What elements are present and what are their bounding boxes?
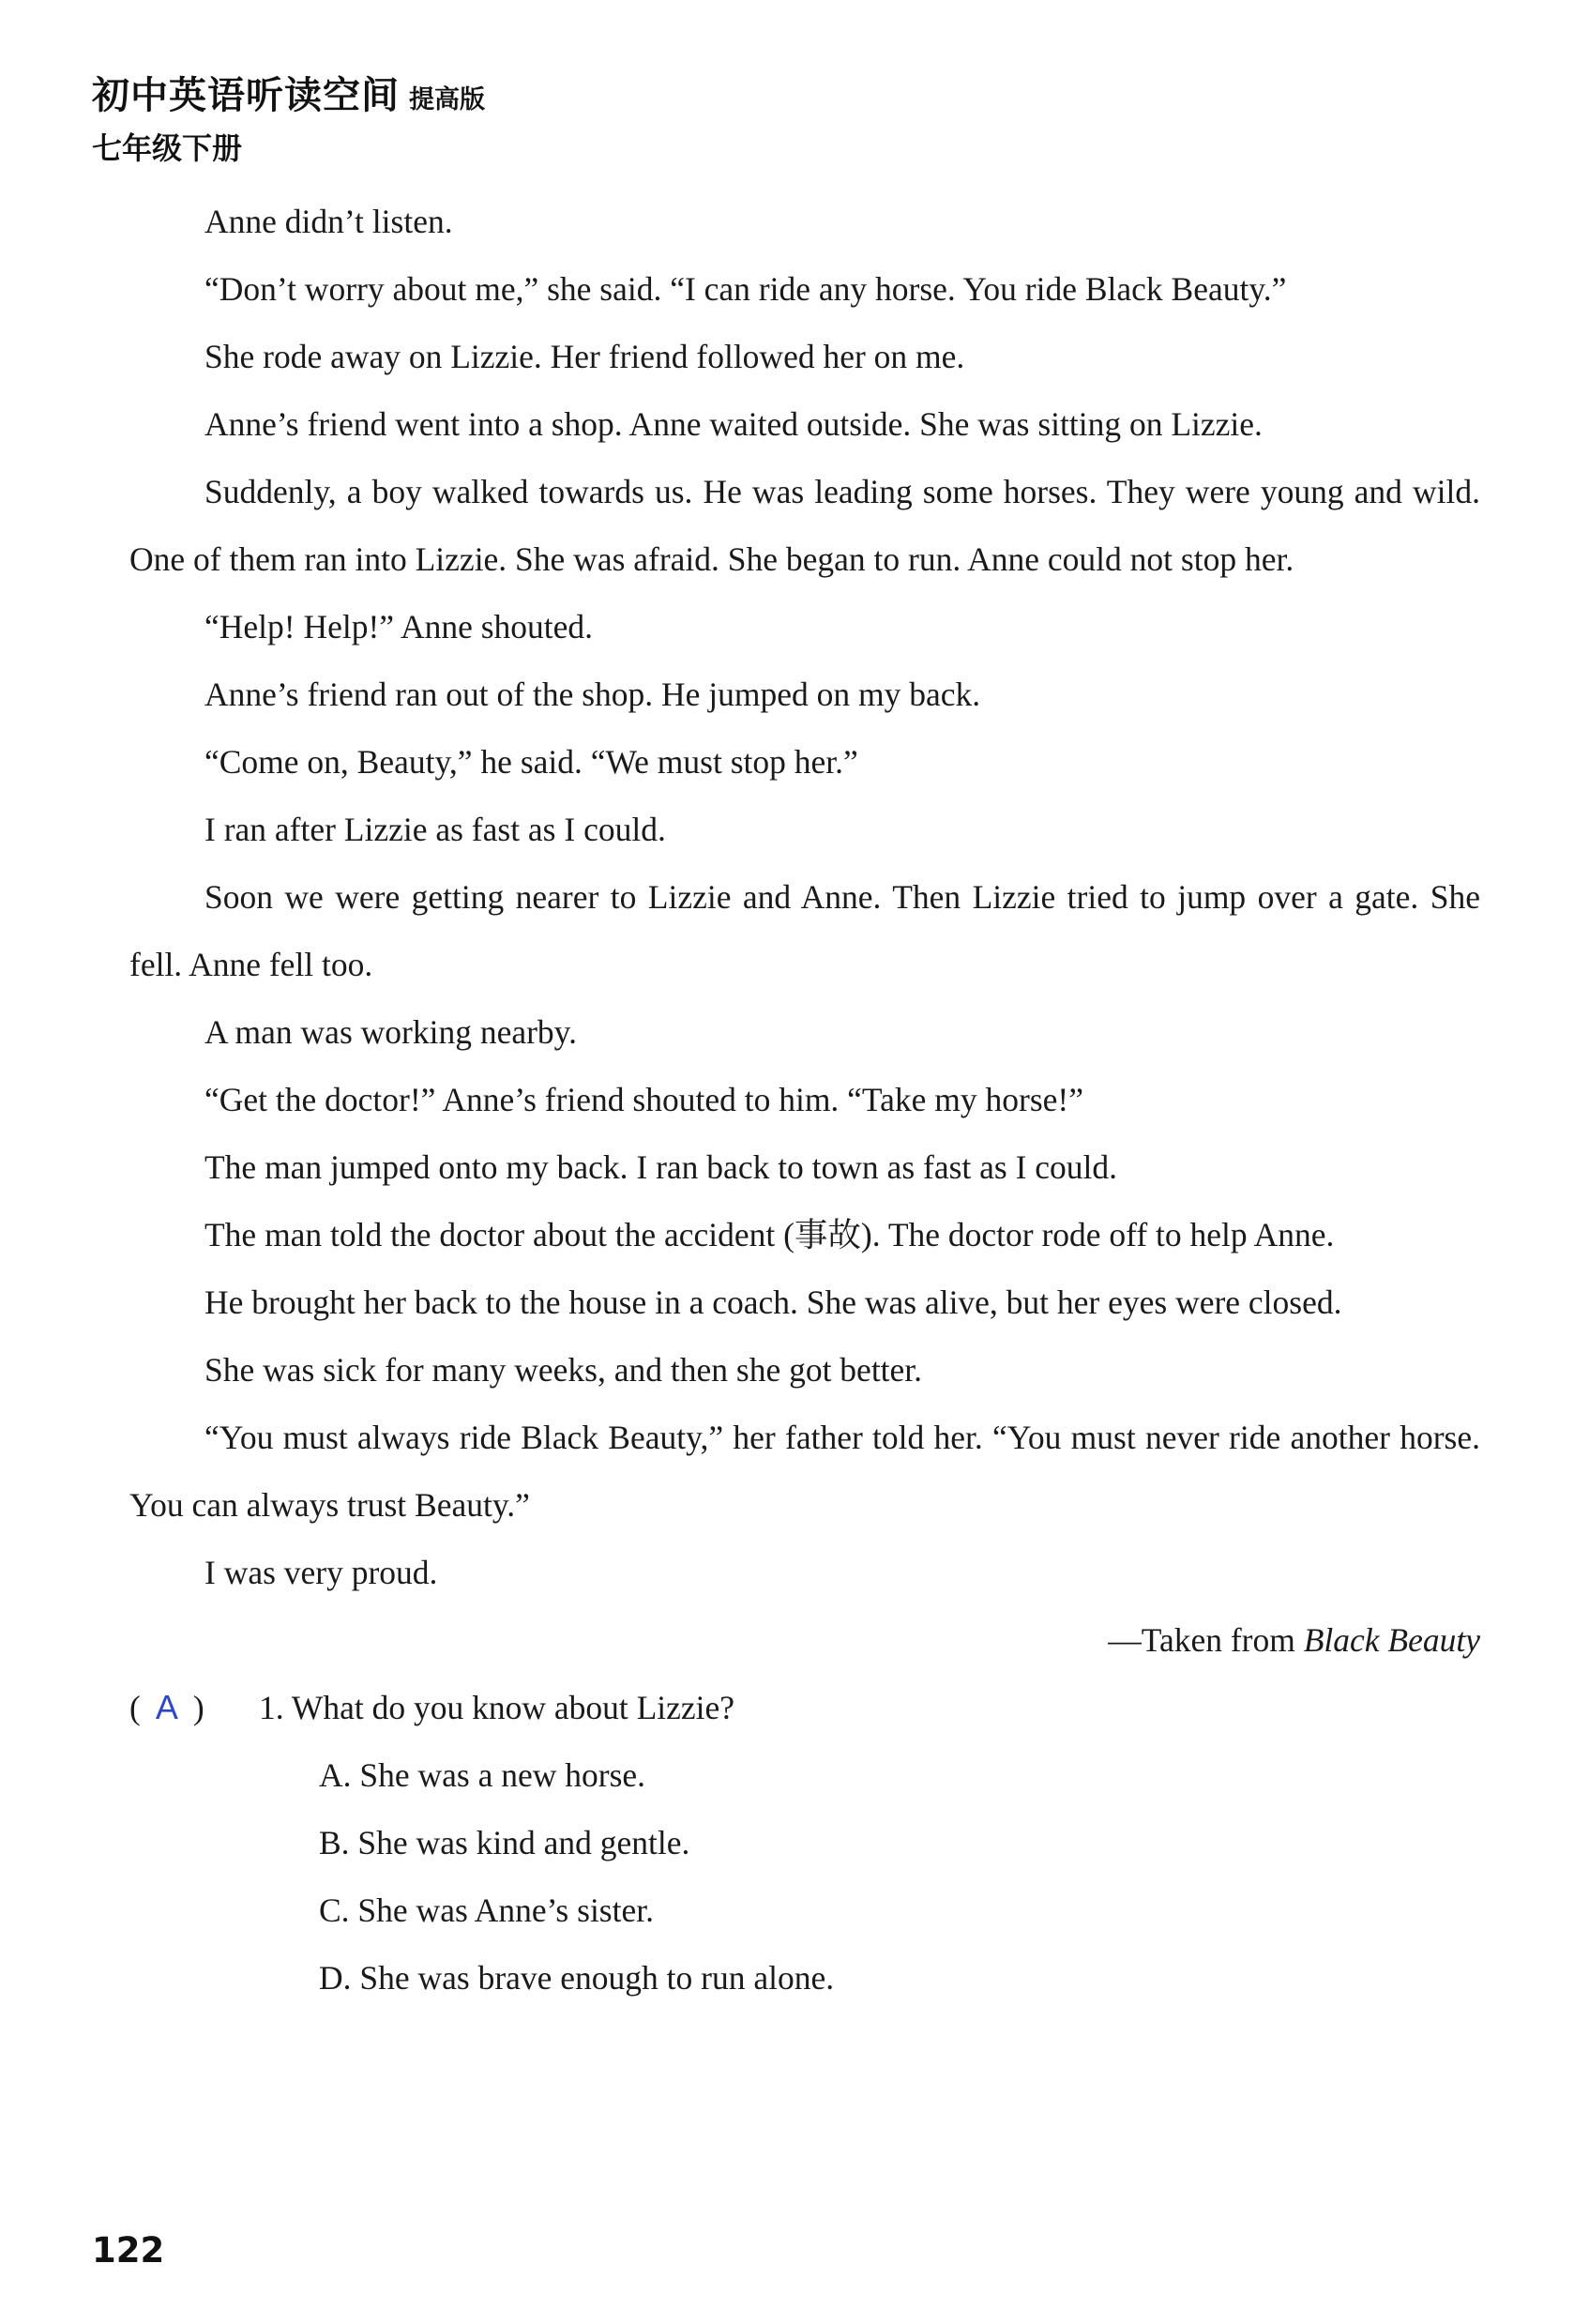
book-title: 初中英语听读空间 [92,74,400,117]
source-prefix: —Taken from [1108,1621,1304,1659]
question-text: What do you know about Lizzie? [291,1689,735,1726]
reading-passage [129,188,1480,2012]
close-paren: ) [192,1689,204,1726]
answer-options [129,1741,1480,2012]
page-number: 122 [92,2230,165,2271]
answer-bracket [129,1674,251,1741]
grade-label: 七年级下册 [92,130,243,166]
edition-label: 提高版 [409,85,485,114]
paragraph: Anne didn’t listen. [204,203,453,240]
page-header [92,74,485,168]
paragraph: I ran after Lizzie as fast as I could. [204,811,666,848]
paragraph: A man was working nearby. [204,1013,577,1051]
paragraph: “Get the doctor!” Anne’s friend shouted to him. “Take my horse!” [204,1081,1083,1118]
paragraph: She was sick for many weeks, and then she got better. [204,1351,923,1389]
paragraph: Anne’s friend ran out of the shop. He jumped on my back. [204,676,981,713]
paragraph: The man told the doctor about the accident (事故). The doctor rode off to help Anne. [204,1216,1335,1253]
source-book-title: Black Beauty [1303,1621,1480,1659]
paragraph: “Help! Help!” Anne shouted. [204,608,594,646]
book-title-line [92,74,485,117]
paragraph: “Don’t worry about me,” she said. “I can ride any horse. You ride Black Beauty.” [204,270,1287,308]
source-citation [129,1606,1480,1674]
open-paren: ( [129,1689,141,1726]
paragraph: The man jumped onto my back. I ran back to town as fast as I could. [204,1148,1118,1186]
paragraph: Soon we were getting nearer to Lizzie and Anne. Then Lizzie tried to jump over a gate. She fell. Anne fell too. [129,878,1480,983]
option-c: C. She was Anne’s sister. [319,1891,654,1929]
paragraph: She rode away on Lizzie. Her friend followed her on me. [204,338,965,375]
paragraph: “You must always ride Black Beauty,” her father told her. “You must never ride another horse. You can always trust Beauty.” [129,1419,1480,1524]
option-d: D. She was brave enough to run alone. [319,1959,835,1997]
paragraph: “Come on, Beauty,” he said. “We must stop her.” [204,743,858,781]
paragraph: Anne’s friend went into a shop. Anne waited outside. She was sitting on Lizzie. [204,405,1263,443]
paragraph: Suddenly, a boy walked towards us. He was leading some horses. They were young and wild. One of them ran into Lizzie. She was afraid. She began to run. Anne could not stop her. [129,473,1480,578]
question-number: 1. [259,1689,284,1726]
answer-mark: A [155,1688,178,1726]
question-1 [129,1674,1480,2012]
paragraph: He brought her back to the house in a coach. She was alive, but her eyes were closed. [204,1284,1342,1321]
question-line [129,1674,1480,1741]
option-a: A. She was a new horse. [319,1756,646,1794]
paragraph: I was very proud. [204,1554,438,1591]
option-b: B. She was kind and gentle. [319,1824,690,1861]
